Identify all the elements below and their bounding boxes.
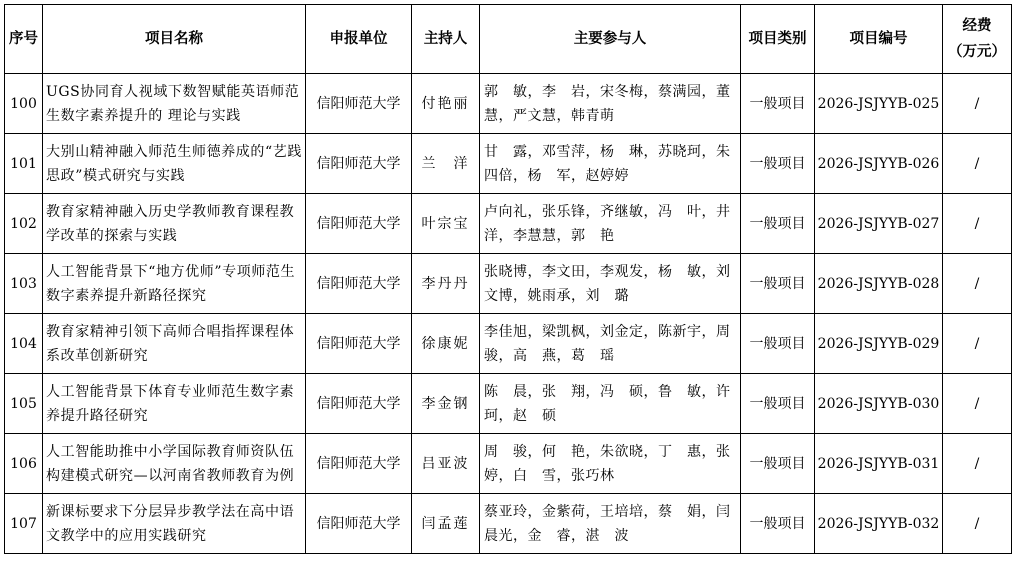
cell-funding: / <box>943 134 1012 194</box>
cell-code: 2026-JSJYYB-032 <box>815 494 943 554</box>
cell-participants: 陈 晨，张 翔，冯 硕，鲁 敏，许 珂，赵 硕 <box>480 374 741 434</box>
cell-category: 一般项目 <box>741 374 815 434</box>
cell-project-name: 教育家精神融入历史学教师教育课程教学改革的探索与实践 <box>43 194 306 254</box>
cell-seq: 100 <box>5 74 43 134</box>
cell-code: 2026-JSJYYB-028 <box>815 254 943 314</box>
cell-host: 兰 洋 <box>412 134 480 194</box>
cell-host: 闫孟莲 <box>412 494 480 554</box>
cell-code: 2026-JSJYYB-025 <box>815 74 943 134</box>
cell-code: 2026-JSJYYB-031 <box>815 434 943 494</box>
cell-unit: 信阳师范大学 <box>306 374 412 434</box>
project-table <box>4 4 1012 554</box>
table-row <box>5 134 1012 194</box>
cell-host: 叶宗宝 <box>412 194 480 254</box>
table-row <box>5 74 1012 134</box>
header-funding-line1: 经费 <box>962 18 992 34</box>
table-row <box>5 254 1012 314</box>
cell-project-name: 教育家精神引领下高师合唱指挥课程体系改革创新研究 <box>43 314 306 374</box>
cell-category: 一般项目 <box>741 194 815 254</box>
cell-category: 一般项目 <box>741 434 815 494</box>
cell-host: 徐康妮 <box>412 314 480 374</box>
header-unit: 申报单位 <box>306 5 412 74</box>
header-code: 项目编号 <box>815 5 943 74</box>
table-row <box>5 434 1012 494</box>
cell-project-name: 新课标要求下分层异步教学法在高中语文教学中的应用实践研究 <box>43 494 306 554</box>
cell-project-name: 大别山精神融入师范生师德养成的“艺践思政”模式研究与实践 <box>43 134 306 194</box>
cell-participants: 张晓博，李文田，李观发，杨 敏，刘文博，姚雨承，刘 璐 <box>480 254 741 314</box>
cell-funding: / <box>943 494 1012 554</box>
cell-participants: 蔡亚玲，金紫荷，王培培，蔡 娟，闫晨光，金 睿，湛 波 <box>480 494 741 554</box>
cell-seq: 106 <box>5 434 43 494</box>
cell-category: 一般项目 <box>741 74 815 134</box>
cell-participants: 卢向礼，张乐锋，齐继敏，冯 叶，井 洋，李慧慧，郭 艳 <box>480 194 741 254</box>
cell-project-name: UGS协同育人视域下数智赋能英语师范生数字素养提升的 理论与实践 <box>43 74 306 134</box>
cell-host: 吕亚波 <box>412 434 480 494</box>
cell-category: 一般项目 <box>741 314 815 374</box>
cell-funding: / <box>943 74 1012 134</box>
table-row <box>5 374 1012 434</box>
cell-participants: 李佳旭，梁凯枫，刘金定，陈新宇，周 骏，高 燕，葛 瑶 <box>480 314 741 374</box>
header-row <box>5 5 1012 74</box>
cell-seq: 105 <box>5 374 43 434</box>
table-row <box>5 314 1012 374</box>
header-seq: 序号 <box>5 5 43 74</box>
cell-seq: 101 <box>5 134 43 194</box>
cell-unit: 信阳师范大学 <box>306 74 412 134</box>
cell-funding: / <box>943 254 1012 314</box>
cell-host: 李金钢 <box>412 374 480 434</box>
cell-code: 2026-JSJYYB-026 <box>815 134 943 194</box>
cell-category: 一般项目 <box>741 494 815 554</box>
cell-funding: / <box>943 434 1012 494</box>
cell-code: 2026-JSJYYB-027 <box>815 194 943 254</box>
header-funding <box>943 5 1012 74</box>
cell-host: 付艳丽 <box>412 74 480 134</box>
table-row <box>5 494 1012 554</box>
header-category: 项目类别 <box>741 5 815 74</box>
cell-unit: 信阳师范大学 <box>306 314 412 374</box>
cell-project-name: 人工智能背景下“地方优师”专项师范生数字素养提升新路径探究 <box>43 254 306 314</box>
cell-unit: 信阳师范大学 <box>306 494 412 554</box>
cell-unit: 信阳师范大学 <box>306 434 412 494</box>
header-participants: 主要参与人 <box>480 5 741 74</box>
cell-category: 一般项目 <box>741 254 815 314</box>
cell-host: 李丹丹 <box>412 254 480 314</box>
cell-funding: / <box>943 314 1012 374</box>
cell-funding: / <box>943 194 1012 254</box>
header-project-name: 项目名称 <box>43 5 306 74</box>
cell-seq: 102 <box>5 194 43 254</box>
cell-seq: 107 <box>5 494 43 554</box>
cell-category: 一般项目 <box>741 134 815 194</box>
cell-funding: / <box>943 374 1012 434</box>
cell-unit: 信阳师范大学 <box>306 134 412 194</box>
cell-unit: 信阳师范大学 <box>306 254 412 314</box>
cell-participants: 周 骏，何 艳，朱欲晓，丁 惠，张 婷，白 雪，张巧林 <box>480 434 741 494</box>
cell-participants: 郭 敏，李 岩，宋冬梅，蔡满园，董 慧，严文慧，韩青萌 <box>480 74 741 134</box>
cell-unit: 信阳师范大学 <box>306 194 412 254</box>
cell-participants: 甘 露，邓雪萍，杨 琳，苏晓珂，朱四倍，杨 军，赵婷婷 <box>480 134 741 194</box>
table-row <box>5 194 1012 254</box>
cell-project-name: 人工智能背景下体育专业师范生数字素养提升路径研究 <box>43 374 306 434</box>
cell-code: 2026-JSJYYB-029 <box>815 314 943 374</box>
cell-seq: 104 <box>5 314 43 374</box>
cell-seq: 103 <box>5 254 43 314</box>
cell-project-name: 人工智能助推中小学国际教育师资队伍构建模式研究—以河南省教师教育为例 <box>43 434 306 494</box>
header-host: 主持人 <box>412 5 480 74</box>
header-funding-line2: （万元） <box>948 44 1006 60</box>
cell-code: 2026-JSJYYB-030 <box>815 374 943 434</box>
